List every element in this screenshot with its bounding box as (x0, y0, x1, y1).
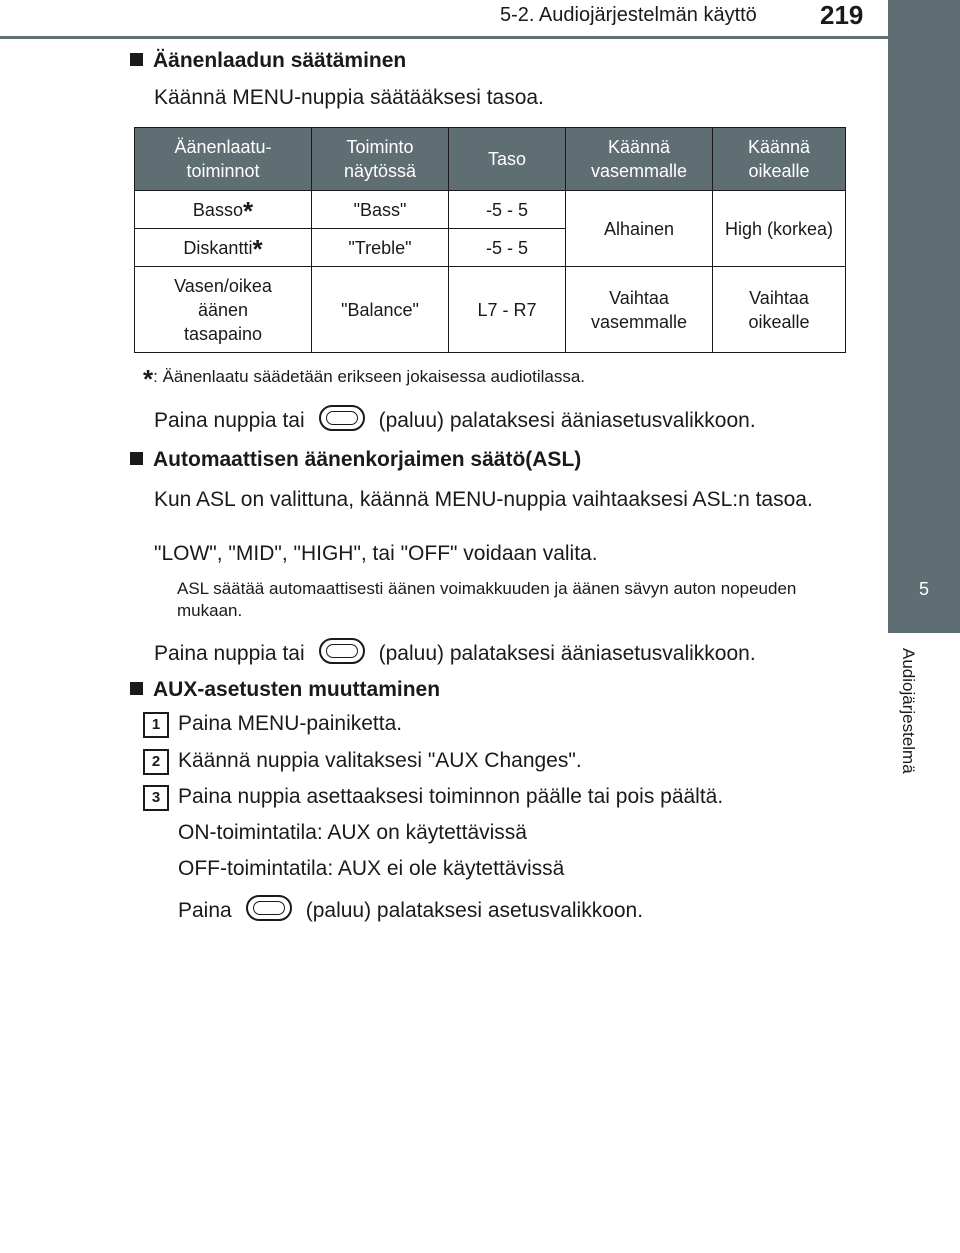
aux-off-mode: OFF-toimintatila: AUX ei ole käytettävissä (178, 857, 565, 880)
page-number: 219 (820, 0, 864, 30)
table-row (135, 191, 846, 229)
square-bullet-icon (130, 682, 143, 695)
cell-turn-left: Alhainen (566, 191, 713, 267)
asl-instruction: Kun ASL on valittuna, käännä MENU-nuppia vaihtaaksesi ASL:n tasoa. (154, 488, 813, 511)
aux-back-instruction: Paina (paluu) palataksesi asetusvalikkoon. (178, 895, 643, 923)
step-number-box: 3 (143, 785, 169, 811)
asterisk-mark: * (242, 195, 254, 226)
chapter-tab[interactable]: 5 (888, 553, 960, 633)
header-section-title: 5-2. Audiojärjestelmän käyttö (500, 4, 757, 26)
cell-level: L7 - R7 (449, 267, 566, 353)
sound-back-instruction: Paina nuppia tai (paluu) palataksesi ääniasetusvalikkoon. (154, 405, 756, 433)
header-cell: Käännä vasemmalle (566, 128, 713, 191)
asl-options: "LOW", "MID", "HIGH", tai "OFF" voidaan valita. (154, 542, 598, 565)
cell-turn-right: Vaihtaa oikealle (713, 267, 846, 353)
square-bullet-icon (130, 452, 143, 465)
cell-function: Basso* (135, 191, 312, 229)
aux-heading: AUX-asetusten muuttaminen (130, 678, 440, 702)
header-cell: Käännä oikealle (713, 128, 846, 191)
cell-turn-left: Vaihtaa vasemmalle (566, 267, 713, 353)
table-header-row (135, 128, 846, 191)
step-number-box: 1 (143, 712, 169, 738)
side-tab-bar (888, 0, 960, 553)
cell-level: -5 - 5 (449, 229, 566, 267)
asl-heading: Automaattisen äänenkorjaimen säätö(ASL) (130, 448, 581, 472)
cell-display: "Balance" (312, 267, 449, 353)
sound-settings-table (134, 127, 846, 353)
aux-on-mode: ON-toimintatila: AUX on käytettävissä (178, 821, 527, 844)
back-button-icon[interactable] (319, 638, 365, 664)
sound-heading: Äänenlaadun säätäminen (130, 49, 406, 73)
header-cell: Äänenlaatu- toiminnot (135, 128, 312, 191)
back-button-icon[interactable] (319, 405, 365, 431)
cell-display: "Treble" (312, 229, 449, 267)
back-button-icon[interactable] (246, 895, 292, 921)
table-row (135, 267, 846, 353)
cell-function: Vasen/oikea äänen tasapaino (135, 267, 312, 353)
table-footnote: *: Äänenlaatu säädetään erikseen jokaisessa audiotilassa. (143, 364, 586, 394)
asterisk-mark: * (252, 233, 263, 264)
cell-level: -5 - 5 (449, 191, 566, 229)
cell-display: "Bass" (312, 191, 449, 229)
step-text: Paina nuppia asettaaksesi toiminnon päälle tai pois päältä. (178, 785, 724, 808)
header-cell: Toiminto näytössä (312, 128, 449, 191)
step-text: Paina MENU-painiketta. (178, 712, 403, 735)
square-bullet-icon (130, 53, 143, 66)
header-divider (0, 36, 888, 39)
header-cell: Taso (449, 128, 566, 191)
sound-intro: Käännä MENU-nuppia säätääksesi tasoa. (154, 86, 544, 109)
step-number-box: 2 (143, 749, 169, 775)
chapter-label: Audiojärjestelmä (899, 648, 918, 774)
cell-function: Diskantti* (135, 229, 312, 267)
step-text: Käännä nuppia valitaksesi "AUX Changes". (178, 749, 582, 772)
cell-turn-right: High (korkea) (713, 191, 846, 267)
asl-back-instruction: Paina nuppia tai (paluu) palataksesi ääniasetusvalikkoon. (154, 638, 756, 666)
asl-note: ASL säätää automaattisesti äänen voimakkuuden ja äänen sävyn auton nopeuden mukaan. (177, 579, 797, 620)
